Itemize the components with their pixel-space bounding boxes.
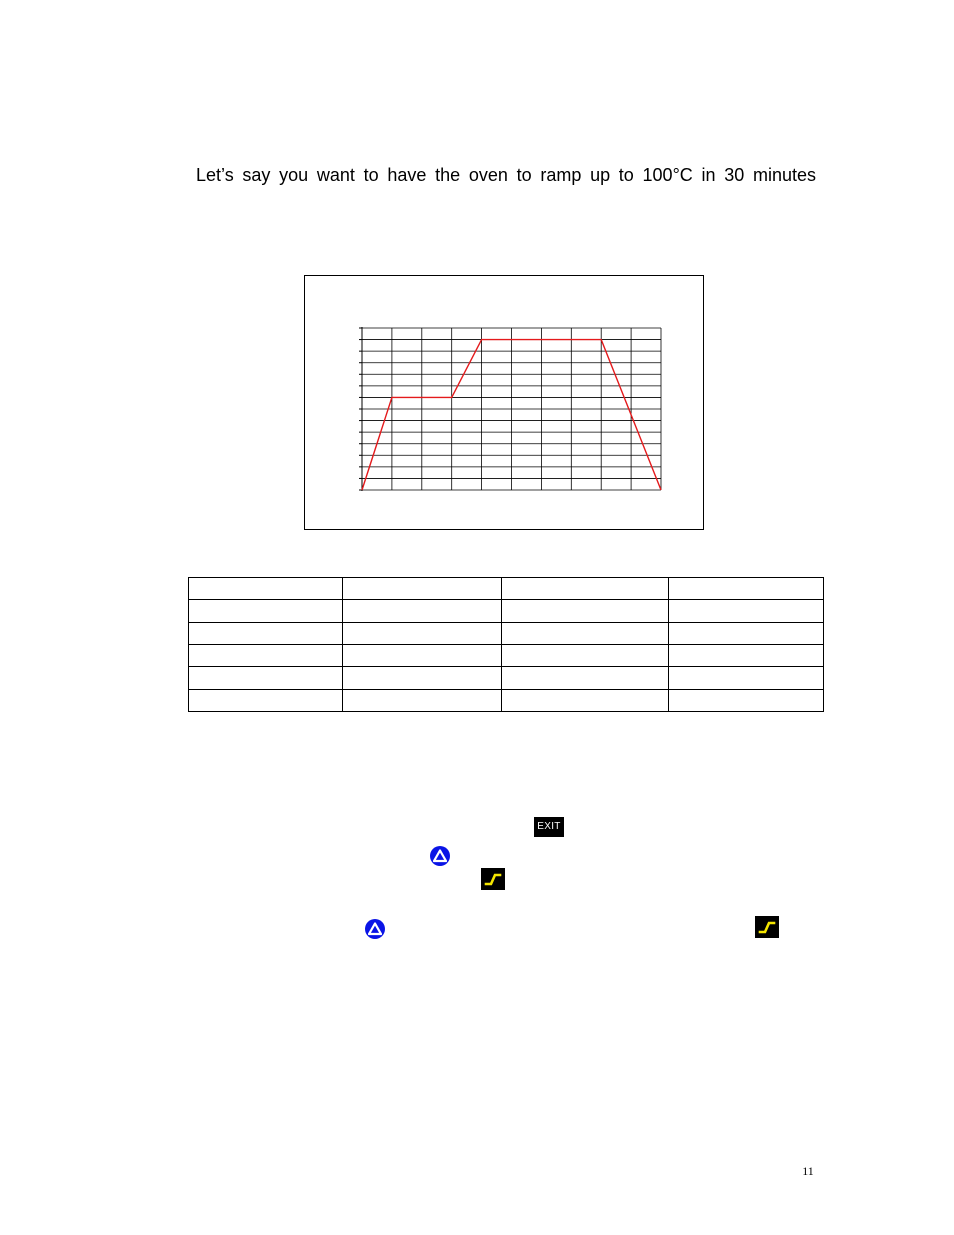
table-cell bbox=[669, 644, 824, 666]
table-row bbox=[189, 667, 824, 689]
table-cell bbox=[189, 667, 343, 689]
table-cell bbox=[669, 667, 824, 689]
table-cell bbox=[669, 600, 824, 622]
table-cell bbox=[502, 644, 669, 666]
ramp-step-icon bbox=[481, 868, 505, 890]
chart-svg bbox=[305, 276, 705, 531]
table-cell bbox=[343, 644, 502, 666]
table-cell bbox=[189, 622, 343, 644]
exit-key: EXIT bbox=[534, 817, 564, 837]
table-cell bbox=[502, 689, 669, 711]
intro-paragraph: Let’s say you want to have the oven to ramp up to 100°C in 30 minutes bbox=[196, 165, 816, 185]
up-arrow-icon bbox=[365, 919, 385, 939]
table-cell bbox=[189, 689, 343, 711]
table-row bbox=[189, 600, 824, 622]
table-cell bbox=[343, 667, 502, 689]
table-cell bbox=[502, 578, 669, 600]
table-cell bbox=[669, 622, 824, 644]
table-cell bbox=[343, 600, 502, 622]
table-row bbox=[189, 622, 824, 644]
table-cell bbox=[502, 600, 669, 622]
table-row bbox=[189, 689, 824, 711]
table-cell bbox=[502, 667, 669, 689]
table-row bbox=[189, 644, 824, 666]
table-cell bbox=[343, 689, 502, 711]
table-cell bbox=[343, 578, 502, 600]
table-cell bbox=[189, 578, 343, 600]
up-arrow-icon bbox=[430, 846, 450, 866]
table-cell bbox=[669, 578, 824, 600]
ramp-step-icon bbox=[755, 916, 779, 938]
program-steps-table bbox=[188, 577, 824, 712]
table-cell bbox=[343, 622, 502, 644]
table-cell bbox=[669, 689, 824, 711]
table-cell bbox=[189, 644, 343, 666]
table-cell bbox=[502, 622, 669, 644]
ramp-profile-chart bbox=[304, 275, 704, 530]
table-row bbox=[189, 578, 824, 600]
page-number: 11 bbox=[802, 1164, 814, 1178]
table-cell bbox=[189, 600, 343, 622]
